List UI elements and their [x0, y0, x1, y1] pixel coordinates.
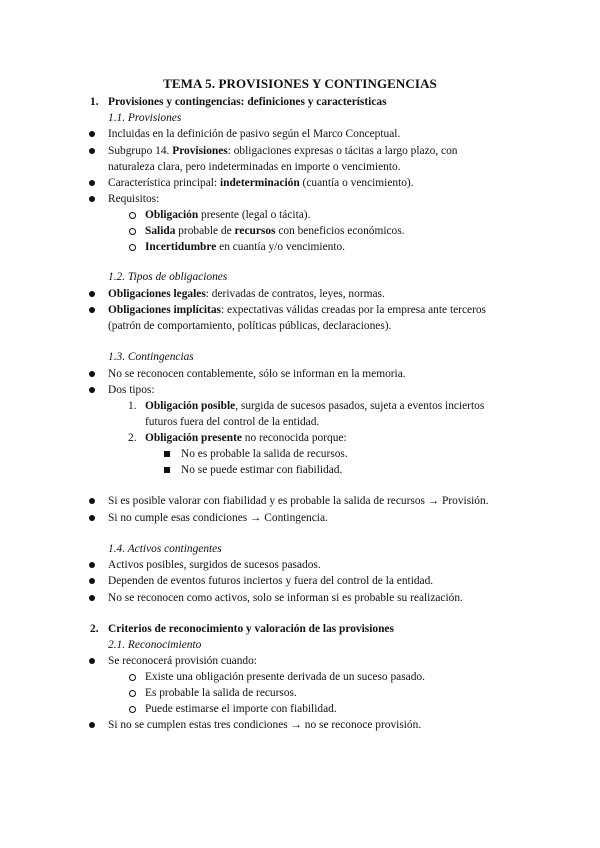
bullet-icon — [88, 287, 96, 302]
list-item: Dependen de eventos futuros inciertos y fuera del control de la entidad. — [108, 575, 434, 587]
numbered-item: Obligación presente no reconocida porque: — [145, 432, 347, 444]
section-1-heading: Provisiones y contingencias: definiciones y características — [108, 96, 387, 108]
requirement-item: Incertidumbre en cuantía y/o vencimiento. — [145, 241, 346, 253]
bullet-icon — [88, 176, 96, 191]
list-item: No se reconocen contablemente, sólo se informan en la memoria. — [108, 368, 406, 380]
list-item: Requisitos: — [108, 193, 160, 205]
circle-bullet-icon — [128, 240, 136, 255]
list-item-continuation: naturaleza clara, pero indeterminadas en importe o vencimiento. — [108, 161, 401, 173]
subsection-2-1-title: 2.1. Reconocimiento — [108, 639, 202, 651]
circle-bullet-icon — [128, 670, 136, 685]
circle-bullet-icon — [128, 224, 136, 239]
bullet-icon — [88, 718, 96, 733]
numbered-item: Obligación posible, surgida de sucesos pasados, sujeta a eventos inciertos — [145, 400, 485, 412]
subsection-1-3-title: 1.3. Contingencias — [108, 351, 194, 363]
numbered-item-number: 2. — [128, 432, 137, 444]
bullet-icon — [88, 367, 96, 382]
list-item: Característica principal: indeterminación (cuantía o vencimiento). — [108, 177, 414, 189]
bullet-icon — [88, 558, 96, 573]
condition-item: Es probable la salida de recursos. — [145, 687, 297, 699]
bullet-icon — [88, 591, 96, 606]
circle-bullet-icon — [128, 686, 136, 701]
bullet-icon — [88, 144, 96, 159]
list-item: Dos tipos: — [108, 384, 155, 396]
sub-list-item: No es probable la salida de recursos. — [181, 448, 348, 460]
sub-list-item: No se puede estimar con fiabilidad. — [181, 464, 343, 476]
document-title: TEMA 5. PROVISIONES Y CONTINGENCIAS — [163, 76, 437, 91]
bullet-icon — [88, 574, 96, 589]
list-item: Se reconocerá provisión cuando: — [108, 655, 257, 667]
list-item: Obligaciones implícitas: expectativas válidas creadas por la empresa ante terceros — [108, 304, 486, 316]
bullet-icon — [88, 654, 96, 669]
bullet-icon — [88, 303, 96, 318]
subsection-1-4-title: 1.4. Activos contingentes — [108, 543, 222, 555]
list-item: Subgrupo 14. Provisiones: obligaciones expresas o tácitas a largo plazo, con — [108, 145, 458, 157]
list-item: No se reconocen como activos, solo se informan si es probable su realización. — [108, 592, 463, 604]
circle-bullet-icon — [128, 702, 136, 717]
subsection-1-2-title: 1.2. Tipos de obligaciones — [108, 271, 228, 283]
section-2-number: 2. — [90, 623, 99, 635]
bullet-icon — [88, 511, 96, 526]
bullet-icon — [88, 494, 96, 509]
list-item: Incluidas en la definición de pasivo según el Marco Conceptual. — [108, 128, 401, 140]
list-item: Si no cumple esas condiciones → Contingencia. — [108, 512, 328, 524]
bullet-icon — [88, 127, 96, 142]
square-bullet-icon — [163, 463, 171, 478]
list-item: Si no se cumplen estas tres condiciones → no se reconoce provisión. — [108, 719, 422, 731]
circle-bullet-icon — [128, 208, 136, 223]
list-item: Obligaciones legales: derivadas de contratos, leyes, normas. — [108, 288, 385, 300]
numbered-item-continuation: futuros fuera del control de la entidad. — [145, 416, 320, 428]
bullet-icon — [88, 192, 96, 207]
requirement-item: Salida probable de recursos con beneficios económicos. — [145, 225, 405, 237]
list-item-continuation: (patrón de comportamiento, políticas públicas, declaraciones). — [108, 320, 392, 332]
condition-item: Puede estimarse el importe con fiabilidad. — [145, 703, 337, 715]
square-bullet-icon — [163, 447, 171, 462]
requirement-item: Obligación presente (legal o tácita). — [145, 209, 311, 221]
subsection-1-1-title: 1.1. Provisiones — [108, 112, 182, 124]
list-item: Activos posibles, surgidos de sucesos pasados. — [108, 559, 321, 571]
bullet-icon — [88, 383, 96, 398]
condition-item: Existe una obligación presente derivada de un suceso pasado. — [145, 671, 425, 683]
list-item: Si es posible valorar con fiabilidad y es probable la salida de recursos → Provisión. — [108, 495, 489, 507]
numbered-item-number: 1. — [128, 400, 137, 412]
section-1-number: 1. — [90, 96, 99, 108]
section-2-heading: Criterios de reconocimiento y valoración de las provisiones — [108, 623, 394, 635]
